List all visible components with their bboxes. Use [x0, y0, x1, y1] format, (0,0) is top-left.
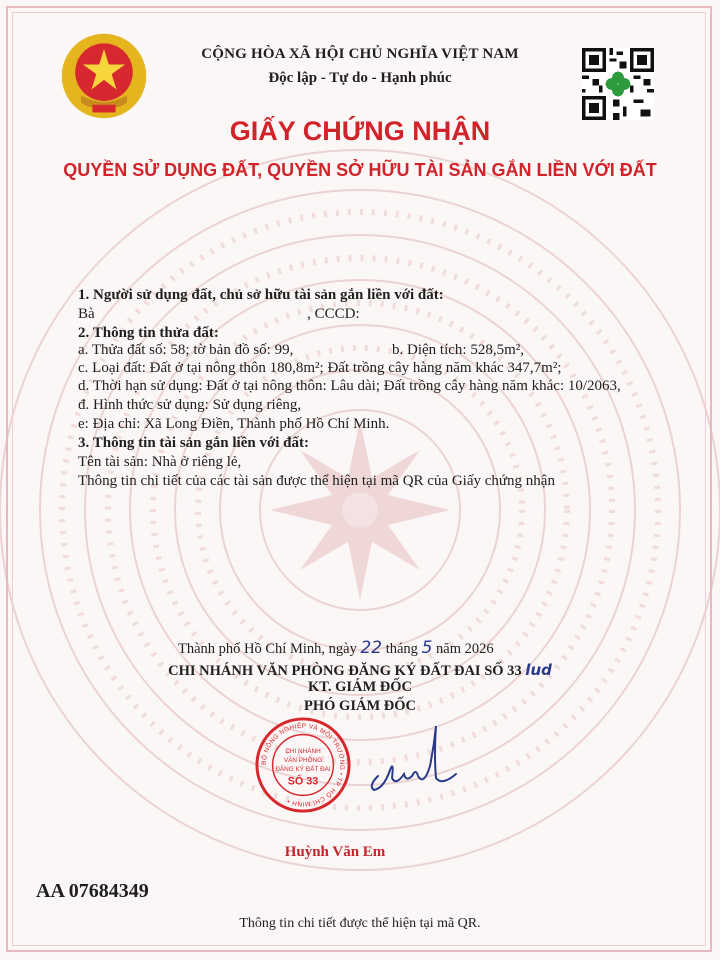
- date-day: 22: [360, 638, 383, 658]
- signer-name: Huỳnh Văn Em: [284, 844, 386, 860]
- svg-text:SỐ 33: SỐ 33: [287, 775, 319, 788]
- serial-number: AA 07684349: [36, 880, 149, 902]
- owner-id-label: , CCCD:: [307, 306, 360, 322]
- kt-title: KT. GIÁM ĐỐC: [307, 679, 413, 695]
- place-date-prefix: Thành phố Hồ Chí Minh, ngày: [178, 641, 357, 657]
- national-emblem-icon: [56, 28, 152, 124]
- svg-text:ĐĂNG KÝ ĐẤT ĐAI: ĐĂNG KÝ ĐẤT ĐAI: [275, 765, 331, 773]
- issuing-office: [130, 661, 590, 680]
- footer-note: Thông tin chi tiết được thể hiện tại mã QR.: [239, 916, 481, 931]
- area-line: b. Diện tích: 528,5m²,: [392, 342, 524, 358]
- document-title: GIẤY CHỨNG NHẬN: [229, 116, 491, 146]
- document-subtitle: QUYỀN SỬ DỤNG ĐẤT, QUYỀN SỞ HỮU TÀI SẢN GẮN LIỀN VỚI ĐẤT: [63, 160, 657, 180]
- issuing-office-name: CHI NHÁNH VĂN PHÒNG ĐĂNG KÝ ĐẤT ĐAI SỐ 33: [168, 663, 522, 679]
- asset-name-line: Tên tài sản: Nhà ở riêng lẻ,: [78, 454, 242, 470]
- parcel-line: a. Thửa đất số: 58; tờ bản đồ số: 99,: [78, 342, 294, 358]
- initials-mark: lud: [525, 661, 552, 679]
- section2-heading: 2. Thông tin thửa đất:: [78, 325, 219, 341]
- usage-form-line: đ. Hình thức sử dụng: Sử dụng riêng,: [78, 397, 302, 413]
- owner-line: [78, 306, 360, 323]
- date-month: 5: [421, 638, 433, 658]
- address-line: e: Địa chỉ: Xã Long Điền, Thành phố Hồ Chí Minh.: [78, 416, 390, 432]
- asset-detail-line: Thông tin chi tiết của các tài sản được thể hiện tại mã QR của Giấy chứng nhận: [78, 473, 555, 489]
- svg-text:CHI NHÁNH: CHI NHÁNH: [285, 748, 321, 756]
- term-line: d. Thời hạn sử dụng: Đất ở tại nông thôn: Lâu dài; Đất trồng cây hàng năm khác: 10/2063,: [78, 378, 621, 394]
- handwritten-signature: [360, 716, 470, 796]
- month-label: tháng: [385, 641, 418, 657]
- qr-code-icon[interactable]: [582, 48, 654, 120]
- section3-heading: 3. Thông tin tài sản gắn liền với đất:: [78, 435, 309, 451]
- country-name: CỘNG HÒA XÃ HỘI CHỦ NGHĨA VIỆT NAM: [201, 46, 519, 62]
- land-type-line: c. Loại đất: Đất ở tại nông thôn 180,8m²; Đất trồng cây hàng năm khác 347,7m²;: [78, 360, 562, 376]
- owner-prefix: Bà: [78, 306, 95, 322]
- svg-text:BỘ NÔNG NGHIỆP VÀ MÔI TRƯỜNG •: BỘ NÔNG NGHIỆP VÀ MÔI TRƯỜNG • TP. HỒ CHÍ MINH •: [260, 722, 346, 808]
- svg-text:VĂN PHÒNG: VĂN PHÒNG: [283, 757, 323, 765]
- place-date-line: [178, 638, 494, 658]
- section1-heading: 1. Người sử dụng đất, chủ sở hữu tài sản gắn liền với đất:: [78, 287, 444, 303]
- national-motto: Độc lập - Tự do - Hạnh phúc: [268, 70, 452, 86]
- year-label: năm 2026: [436, 641, 494, 657]
- official-seal: [254, 716, 352, 814]
- position-title: PHÓ GIÁM ĐỐC: [304, 698, 416, 714]
